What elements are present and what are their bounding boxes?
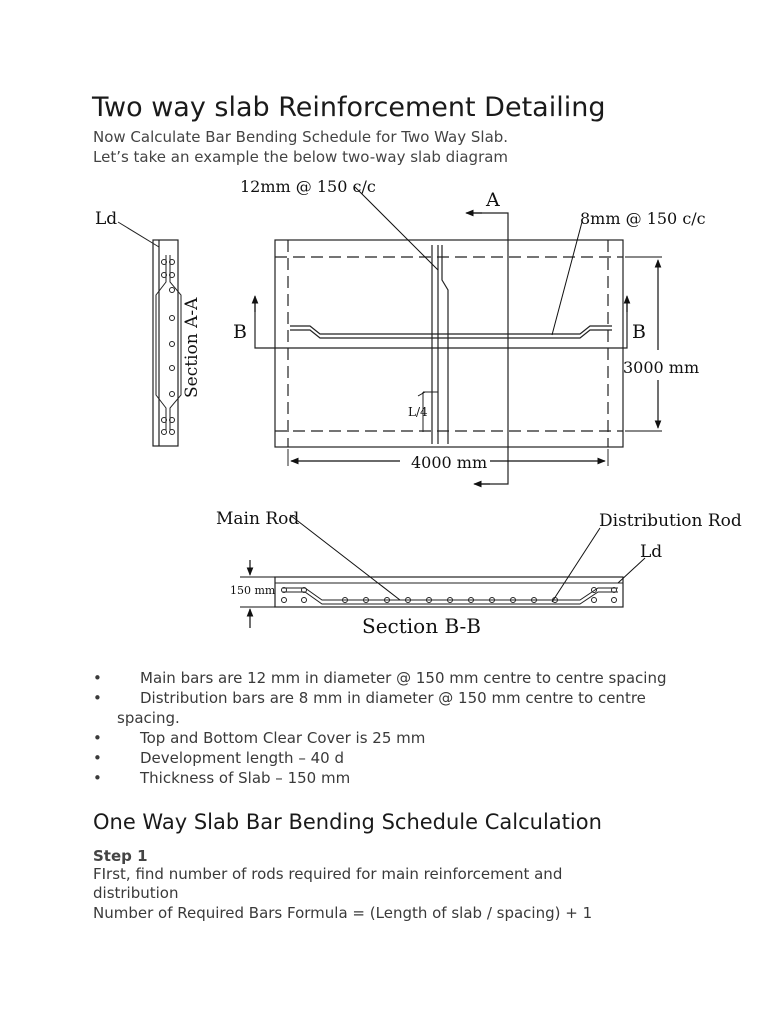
formula-line: Number of Required Bars Formula = (Length of slab / spacing) + 1 bbox=[93, 904, 593, 922]
page-title: Two way slab Reinforcement Detailing bbox=[92, 92, 606, 123]
label-ld-left: Ld bbox=[95, 209, 118, 229]
bullet-item: • Main bars are 12 mm in diameter @ 150 mm centre to centre spacing bbox=[93, 669, 667, 687]
label-dist-top: 8mm @ 150 c/c bbox=[580, 209, 706, 228]
section-bb-drawing bbox=[275, 577, 623, 607]
section-aa-drawing bbox=[118, 222, 181, 446]
bullet-item: • Distribution bars are 8 mm in diameter @ 150 mm centre to centre spacing. bbox=[93, 689, 646, 727]
label-150: 150 mm bbox=[230, 584, 276, 597]
section-heading: One Way Slab Bar Bending Schedule Calculation bbox=[93, 810, 602, 834]
label-section-bb: Section B-B bbox=[362, 614, 481, 638]
bullet-item: • Development length – 40 d bbox=[93, 749, 344, 767]
label-3000: 3000 mm bbox=[623, 358, 700, 377]
slab-reinforcement-diagram bbox=[0, 170, 768, 650]
label-a: A bbox=[486, 189, 500, 211]
bullet-item: • Thickness of Slab – 150 mm bbox=[93, 769, 351, 787]
slab-plan bbox=[255, 213, 627, 484]
step-label: Step 1 bbox=[93, 847, 148, 865]
label-b-right: B bbox=[632, 321, 646, 343]
label-main-rod: Main Rod bbox=[216, 509, 300, 529]
label-main-top: 12mm @ 150 c/c bbox=[240, 177, 376, 196]
label-l4: L/4 bbox=[408, 405, 428, 419]
step-line-1: FIrst, find number of rods required for main reinforcement and bbox=[93, 865, 563, 883]
label-4000: 4000 mm bbox=[411, 453, 488, 472]
bullet-item: • Top and Bottom Clear Cover is 25 mm bbox=[93, 729, 426, 747]
bullet-list bbox=[93, 668, 693, 788]
label-ld-right: Ld bbox=[640, 542, 663, 562]
label-section-aa: Section A-A bbox=[182, 297, 202, 398]
step-line-2: distribution bbox=[93, 884, 179, 902]
intro-line-1: Now Calculate Bar Bending Schedule for Two Way Slab. bbox=[93, 128, 509, 146]
intro-line-2: Let’s take an example the below two-way slab diagram bbox=[93, 148, 509, 166]
label-b-left: B bbox=[233, 321, 247, 343]
label-dist-rod: Distribution Rod bbox=[599, 511, 742, 531]
